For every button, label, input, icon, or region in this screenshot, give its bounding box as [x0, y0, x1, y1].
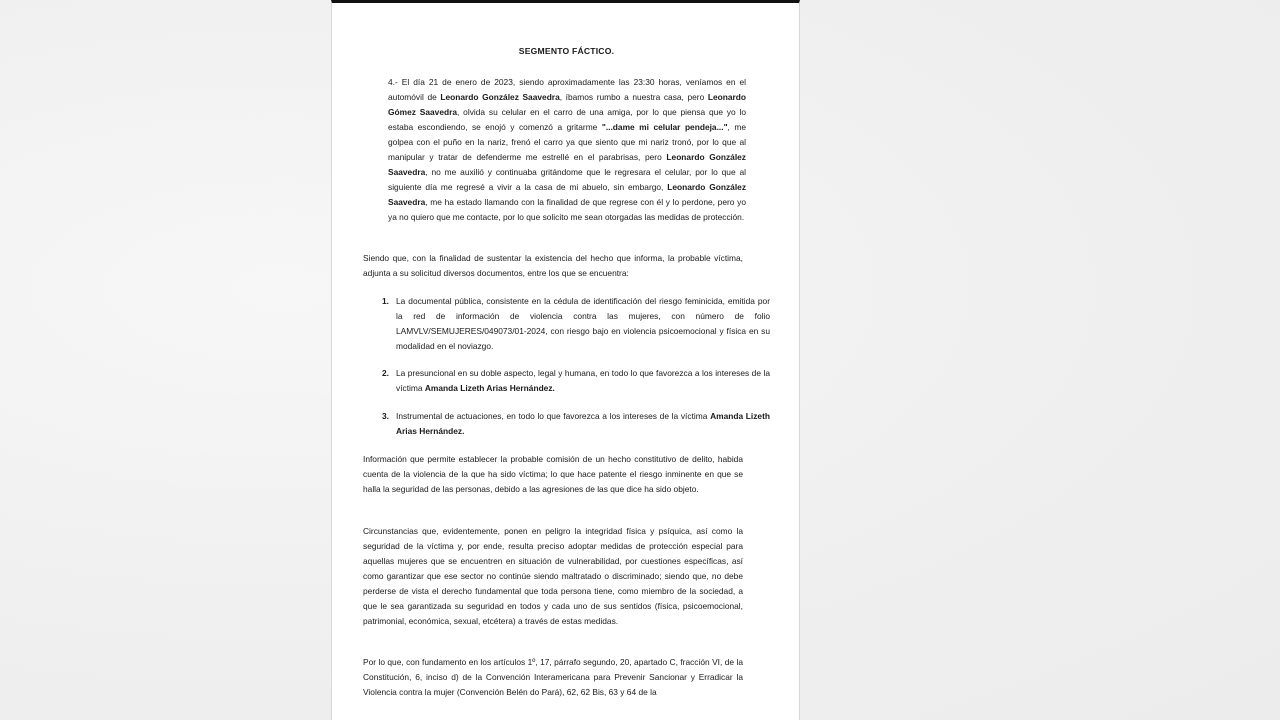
list-text: La presuncional en su doble aspecto, legal y humana, en todo lo que favorezca a los intereses de la víctima Amanda Lizeth Arias Hernández. [396, 368, 770, 393]
section-title: SEGMENTO FÁCTICO. [518, 46, 615, 56]
name-bold: Amanda Lizeth Arias Hernández. [396, 411, 770, 436]
list-number: 2. [382, 368, 389, 378]
information-paragraph: Información que permite establecer la probable comisión de un hecho constitutivo de delito, habida cuenta de la violencia de la que ha sido víctima; lo que hace patente el riesgo inminente en que se halla la seguridad de las personas, debido a las agresiones de las que dice ha sido objeto. [363, 454, 743, 494]
list-text: La documental pública, consistente en la cédula de identificación del riesgo feminicida, emitida por la red de información de violencia contra las mujeres, con número de folio LAMVLV/SEMUJERES/049073/01-2024, con riesgo bajo en violencia psicoemocional y física en su modalidad en el noviazgo. [396, 296, 770, 351]
list-text: Instrumental de actuaciones, en todo lo que favorezca a los intereses de la víctima Amanda Lizeth Arias Hernández. [396, 411, 770, 436]
name-bold: Leonardo González Saavedra [388, 152, 746, 177]
name-bold: Leonardo González Saavedra [388, 182, 747, 207]
document-page [331, 0, 800, 720]
victim-statement-paragraph: 4.- El día 21 de enero de 2023, siendo aproximadamente las 23:30 horas, veníamos en el automóvil de Leonardo González Saavedra, íbamos rumbo a nuestra casa, pero Leonardo Gómez Saavedra, olvida su celular en el carro de una amiga, por lo que piensa que yo lo estaba escondiendo, se enojó y comenzó a gritarme "...dame mi celular pendeja...", me golpea con el puño en la nariz, frenó el carro ya que siento que mi nariz tronó, por lo que al manipular y tratar de defenderme me estrellé en el parabrisas, pero Leonardo González Saavedra, no me auxilió y continuaba gritándome que le regresara el celular, por lo que al siguiente día me regresé a vivir a la casa de mi abuelo, sin embargo, Leonardo González Saavedra, me ha estado llamando con la finalidad de que regrese con él y lo perdone, pero yo ya no quiero que me contacte, por lo que solicito me sean otorgadas las medidas de protección. [388, 77, 747, 222]
legal-basis-paragraph: Por lo que, con fundamento en los artículos 1º, 17, párrafo segundo, 20, apartado C, fracción VI, de la Constitución, 6, inciso d) de la Convención Interamericana para Prevenir Sancionar y Erradicar la Violencia contra la mujer (Convención Belén do Pará), 62, 62 Bis, 63 y 64 de la [363, 657, 743, 697]
list-number: 3. [382, 411, 389, 421]
list-number: 1. [382, 296, 389, 306]
circumstances-paragraph: Circunstancias que, evidentemente, ponen en peligro la integridad física y psíquica, así como la seguridad de la víctima y, por ende, resulta preciso adoptar medidas de protección especial para aquellas mujeres que se encuentren en situación de vulnerabilidad, por cuestiones específicas, así como garantizar que ese sector no continúe siendo maltratado o discriminado; siendo que, no debe perderse de vista el derecho fundamental que toda persona tiene, como miembro de la sociedad, a que le sea garantizada su seguridad en todos y cada uno de sus sentidos (física, psicoemocional, patrimonial, económica, sexual, etcétera) a través de estas medidas. [363, 526, 743, 626]
intro-paragraph: Siendo que, con la finalidad de sustentar la existencia del hecho que informa, la probable víctima, adjunta a su solicitud diversos documentos, entre los que se encuentra: [363, 253, 743, 278]
name-bold: Leonardo Gómez Saavedra [388, 92, 746, 117]
name-bold: Amanda Lizeth Arias Hernández. [424, 383, 555, 393]
quoted-speech-bold: "...dame mi celular pendeja..." [601, 122, 728, 132]
name-bold: Leonardo González Saavedra [440, 92, 560, 102]
